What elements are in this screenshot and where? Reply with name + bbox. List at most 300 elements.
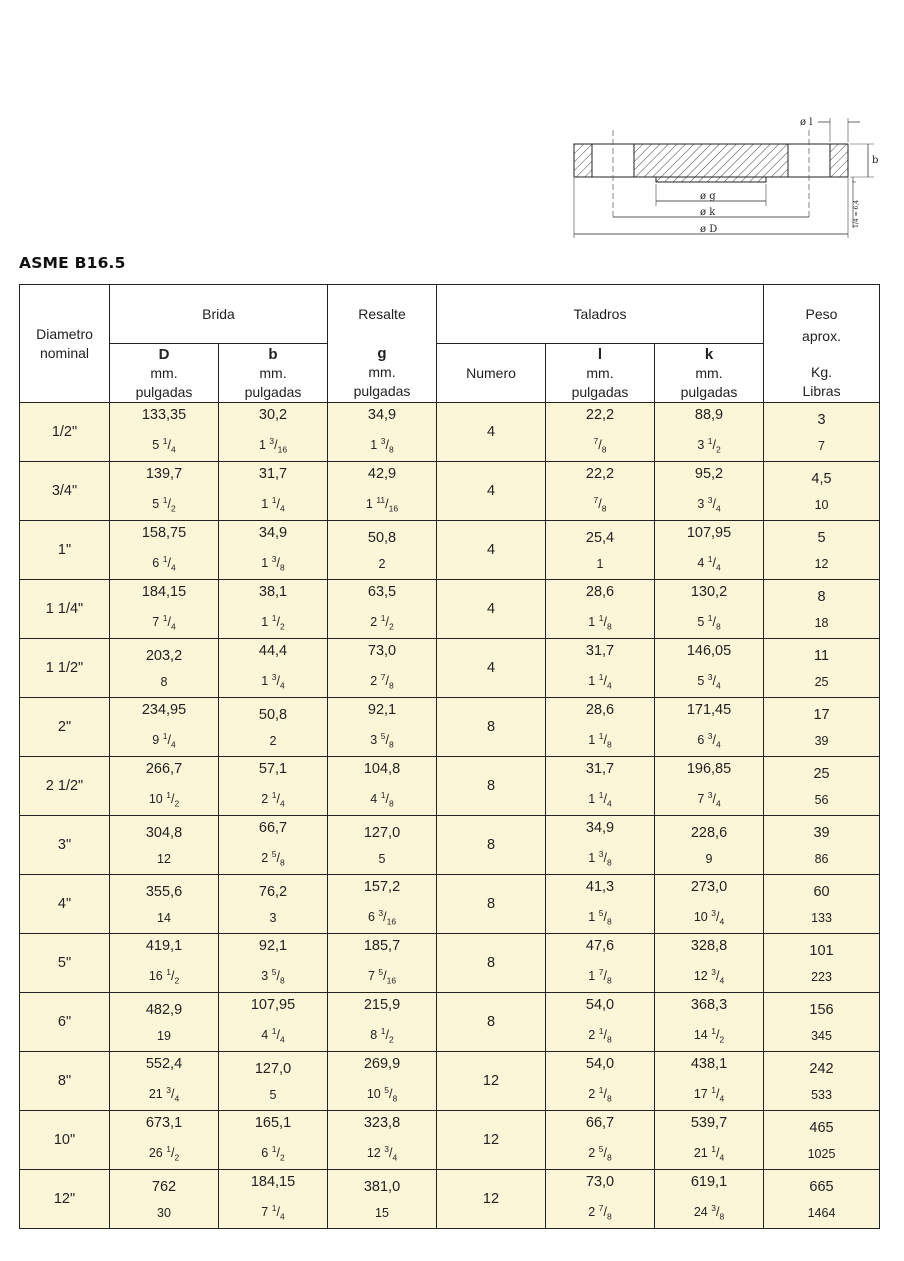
cell-k-mm: 146,05 bbox=[686, 643, 732, 660]
cell-b-mm: 107,95 bbox=[250, 997, 296, 1014]
cell-l-in-numerator: 1 bbox=[598, 1085, 604, 1096]
header-resalte bbox=[328, 285, 437, 403]
header-b-symbol: b bbox=[268, 345, 278, 363]
cell-b-mm: 50,8 bbox=[258, 706, 288, 723]
cell-k-mm: 539,7 bbox=[690, 1115, 728, 1132]
header-D-unit-in: pulgadas bbox=[135, 383, 193, 400]
cell-b-mm: 31,7 bbox=[258, 466, 288, 483]
cell-l bbox=[546, 993, 655, 1052]
cell-k-in: 3 $^3/_4$ bbox=[697, 495, 721, 514]
cell-l bbox=[546, 816, 655, 875]
cell-g bbox=[328, 1111, 437, 1170]
header-resalte-label: Resalte bbox=[358, 306, 406, 322]
cell-weight bbox=[764, 1111, 880, 1170]
cell-weight-mm: 465 bbox=[809, 1119, 834, 1136]
cell-l-mm: 28,6 bbox=[585, 584, 615, 601]
cell-g bbox=[328, 639, 437, 698]
cell-D-in-denominator: 2 bbox=[174, 975, 180, 986]
cell-b-in: 5 bbox=[269, 1087, 277, 1102]
cell-weight-in: 18 bbox=[814, 615, 829, 630]
cell-numero: 12 bbox=[437, 1052, 546, 1111]
cell-l bbox=[546, 580, 655, 639]
cell-b bbox=[219, 875, 328, 934]
cell-weight-mm: 3 bbox=[817, 411, 826, 428]
table-row bbox=[20, 1111, 880, 1170]
cell-k-in: 14 $^1/_2$ bbox=[693, 1026, 725, 1045]
cell-l-in: 1 $^7/_8$ bbox=[588, 967, 612, 986]
cell-b bbox=[219, 934, 328, 993]
cell-weight bbox=[764, 403, 880, 462]
cell-weight bbox=[764, 639, 880, 698]
cell-b-mm: 184,15 bbox=[250, 1174, 296, 1191]
cell-l-in: 1 $^1/_4$ bbox=[588, 790, 612, 809]
cell-k-in-numerator: 3 bbox=[711, 967, 716, 978]
header-numero: Numero bbox=[437, 344, 546, 403]
cell-g-in-denominator: 8 bbox=[392, 1093, 398, 1104]
cell-b-in: 1 $^1/_2$ bbox=[261, 613, 285, 632]
cell-D-mm: 139,7 bbox=[145, 466, 183, 483]
cell-D-mm: 482,9 bbox=[145, 1001, 183, 1018]
cell-l-in-denominator: 8 bbox=[606, 1211, 612, 1222]
cell-b-in: 1 $^1/_4$ bbox=[261, 495, 285, 514]
cell-k bbox=[655, 639, 764, 698]
cell-k-mm: 130,2 bbox=[690, 584, 728, 601]
cell-weight bbox=[764, 816, 880, 875]
cell-D-in-numerator: 1 bbox=[162, 613, 168, 624]
cell-weight bbox=[764, 875, 880, 934]
header-l-unit-mm: mm. bbox=[586, 364, 614, 381]
cell-b-in-denominator: 4 bbox=[279, 798, 285, 809]
cell-b bbox=[219, 1052, 328, 1111]
cell-l bbox=[546, 639, 655, 698]
cell-g-in-numerator: 5 bbox=[380, 731, 386, 742]
cell-g-mm: 92,1 bbox=[367, 702, 397, 719]
header-peso-line1: Peso bbox=[805, 306, 838, 322]
header-b-unit-mm: mm. bbox=[259, 364, 287, 381]
cell-weight bbox=[764, 934, 880, 993]
cell-k-in: 21 $^1/_4$ bbox=[693, 1144, 725, 1163]
header-k-unit-mm: mm. bbox=[695, 364, 723, 381]
cell-k-mm: 171,45 bbox=[686, 702, 732, 719]
cell-k bbox=[655, 521, 764, 580]
cell-D bbox=[110, 993, 219, 1052]
cell-D-in-denominator: 4 bbox=[170, 739, 176, 750]
cell-D-in-numerator: 1 bbox=[166, 967, 171, 978]
cell-g-in-numerator: 3 bbox=[380, 436, 386, 447]
diagram-label-b: b bbox=[872, 155, 879, 166]
cell-D bbox=[110, 698, 219, 757]
cell-g bbox=[328, 521, 437, 580]
cell-b-mm: 92,1 bbox=[258, 938, 288, 955]
cell-weight-mm: 60 bbox=[813, 883, 830, 900]
cell-l-mm: 22,2 bbox=[585, 466, 615, 483]
cell-g bbox=[328, 875, 437, 934]
cell-D-in-denominator: 4 bbox=[170, 444, 176, 455]
header-D-unit-mm: mm. bbox=[150, 364, 178, 381]
cell-b bbox=[219, 993, 328, 1052]
cell-g-in-numerator: 3 bbox=[384, 1144, 389, 1155]
cell-g-in-denominator: 2 bbox=[388, 1034, 394, 1045]
cell-b-in-denominator: 16 bbox=[277, 444, 288, 455]
cell-nominal: 2" bbox=[20, 698, 110, 757]
cell-g-in-denominator: 16 bbox=[388, 503, 399, 514]
cell-k-in-numerator: 1 bbox=[711, 1085, 716, 1096]
cell-b-in: 1 $^3/_8$ bbox=[261, 554, 285, 573]
cell-l bbox=[546, 757, 655, 816]
cell-g-in-numerator: 3 bbox=[378, 908, 384, 919]
cell-g-in-denominator: 16 bbox=[386, 975, 397, 986]
header-weight-unit-lb: Libras bbox=[802, 383, 841, 399]
cell-nominal: 1" bbox=[20, 521, 110, 580]
cell-g-mm: 215,9 bbox=[363, 997, 401, 1014]
cell-k-in-numerator: 1 bbox=[707, 554, 713, 565]
cell-g bbox=[328, 993, 437, 1052]
cell-numero: 8 bbox=[437, 934, 546, 993]
cell-k bbox=[655, 698, 764, 757]
table-row bbox=[20, 934, 880, 993]
cell-D-in-denominator: 4 bbox=[174, 1093, 180, 1104]
cell-weight bbox=[764, 993, 880, 1052]
cell-l-in-denominator: 8 bbox=[606, 739, 612, 750]
cell-b-mm: 57,1 bbox=[258, 761, 288, 778]
cell-l-in-numerator: 7 bbox=[598, 1203, 604, 1214]
cell-k-in: 17 $^1/_4$ bbox=[693, 1085, 725, 1104]
table-row bbox=[20, 580, 880, 639]
cell-g bbox=[328, 580, 437, 639]
cell-D-mm: 673,1 bbox=[145, 1115, 183, 1132]
cell-k bbox=[655, 1111, 764, 1170]
cell-D-in: 9 $^1/_4$ bbox=[152, 731, 176, 750]
cell-l-mm: 66,7 bbox=[585, 1115, 615, 1132]
cell-g-in: 15 bbox=[375, 1205, 389, 1220]
cell-k-mm: 88,9 bbox=[694, 407, 724, 424]
cell-g-in-denominator: 4 bbox=[392, 1152, 398, 1163]
cell-l-in-denominator: 8 bbox=[606, 1034, 612, 1045]
cell-weight-mm: 156 bbox=[809, 1001, 834, 1018]
table-row bbox=[20, 993, 880, 1052]
cell-k-mm: 107,95 bbox=[686, 525, 732, 542]
cell-numero: 8 bbox=[437, 875, 546, 934]
cell-l-in-numerator: 1 bbox=[598, 672, 604, 683]
cell-l-in-numerator: 5 bbox=[598, 908, 604, 919]
table-row bbox=[20, 1170, 880, 1229]
cell-g-mm: 50,8 bbox=[367, 529, 397, 546]
cell-l-in-denominator: 8 bbox=[601, 444, 607, 455]
cell-b bbox=[219, 757, 328, 816]
cell-D-in-numerator: 1 bbox=[166, 790, 171, 801]
header-b-unit-in: pulgadas bbox=[244, 383, 302, 400]
header-g-unit-in: pulgadas bbox=[353, 383, 411, 399]
flange-dimensions-table bbox=[19, 284, 880, 1229]
cell-weight-in: 1025 bbox=[807, 1146, 836, 1161]
cell-nominal: 1/2" bbox=[20, 403, 110, 462]
cell-k-in-denominator: 4 bbox=[715, 798, 721, 809]
cell-l-in-numerator: 3 bbox=[598, 849, 604, 860]
cell-g-mm: 269,9 bbox=[363, 1056, 401, 1073]
diagram-label-D: ø D bbox=[700, 224, 718, 235]
cell-k-mm: 228,6 bbox=[690, 824, 728, 841]
diagram-label-g: ø g bbox=[700, 191, 716, 202]
cell-weight-mm: 17 bbox=[813, 706, 830, 723]
cell-k-mm: 368,3 bbox=[690, 997, 728, 1014]
cell-b-mm: 34,9 bbox=[258, 525, 288, 542]
cell-weight-in: 7 bbox=[818, 438, 825, 453]
cell-l bbox=[546, 698, 655, 757]
cell-weight-mm: 25 bbox=[813, 765, 830, 782]
cell-b-in: 2 $^5/_8$ bbox=[261, 849, 285, 868]
cell-k-in: 12 $^3/_4$ bbox=[693, 967, 725, 986]
cell-k-in: 10 $^3/_4$ bbox=[693, 908, 725, 927]
cell-g-in: 6 $^3/_{16}$ bbox=[367, 908, 397, 927]
cell-l-in: $^7/_8$ bbox=[593, 436, 607, 455]
cell-k-in-denominator: 8 bbox=[719, 1211, 725, 1222]
cell-D-in: 16 $^1/_2$ bbox=[148, 967, 180, 986]
cell-l-in: 2 $^5/_8$ bbox=[588, 1144, 612, 1163]
cell-b bbox=[219, 1111, 328, 1170]
cell-k-in-denominator: 4 bbox=[719, 1152, 725, 1163]
cell-weight-in: 86 bbox=[814, 851, 829, 866]
table-row bbox=[20, 639, 880, 698]
cell-g bbox=[328, 1170, 437, 1229]
cell-b bbox=[219, 521, 328, 580]
cell-D bbox=[110, 403, 219, 462]
header-b bbox=[219, 344, 328, 403]
cell-b-in-denominator: 2 bbox=[279, 621, 285, 632]
cell-D-mm: 158,75 bbox=[141, 525, 187, 542]
cell-D-mm: 234,95 bbox=[141, 702, 187, 719]
cell-k-in-denominator: 4 bbox=[719, 916, 725, 927]
cell-D-in: 10 $^1/_2$ bbox=[148, 790, 180, 809]
cell-nominal: 1 1/4" bbox=[20, 580, 110, 639]
cell-k-in-numerator: 1 bbox=[707, 436, 713, 447]
header-peso bbox=[764, 285, 880, 403]
cell-D bbox=[110, 1052, 219, 1111]
cell-b-in-numerator: 1 bbox=[271, 495, 277, 506]
cell-b-in-numerator: 1 bbox=[271, 613, 277, 624]
cell-k-in-denominator: 4 bbox=[719, 1093, 725, 1104]
cell-b-in: 1 $^3/_4$ bbox=[261, 672, 285, 691]
cell-D-in: 21 $^3/_4$ bbox=[148, 1085, 180, 1104]
cell-l-mm: 73,0 bbox=[585, 1174, 615, 1191]
cell-g-in-numerator: 11 bbox=[376, 495, 386, 506]
cell-D-in-numerator: 1 bbox=[166, 1144, 171, 1155]
header-brida: Brida bbox=[110, 285, 328, 344]
table-row bbox=[20, 875, 880, 934]
cell-numero: 4 bbox=[437, 580, 546, 639]
cell-k-in-denominator: 4 bbox=[715, 503, 721, 514]
cell-l-in: 1 $^5/_8$ bbox=[588, 908, 612, 927]
cell-k-in-numerator: 3 bbox=[711, 908, 716, 919]
cell-g-in-numerator: 7 bbox=[380, 672, 386, 683]
cell-l-mm: 34,9 bbox=[585, 820, 615, 837]
cell-b-in: 2 $^1/_4$ bbox=[261, 790, 285, 809]
header-D-symbol: D bbox=[158, 345, 170, 363]
cell-D-mm: 266,7 bbox=[145, 761, 183, 778]
cell-g-mm: 42,9 bbox=[367, 466, 397, 483]
cell-g-in: 12 $^3/_4$ bbox=[366, 1144, 398, 1163]
cell-D-in-numerator: 1 bbox=[162, 495, 168, 506]
cell-g bbox=[328, 934, 437, 993]
cell-k-in-denominator: 4 bbox=[715, 562, 721, 573]
cell-l-in-numerator: 5 bbox=[598, 1144, 604, 1155]
cell-k-in-denominator: 4 bbox=[715, 739, 721, 750]
cell-weight-mm: 242 bbox=[809, 1060, 834, 1077]
cell-l-in-numerator: 1 bbox=[598, 731, 604, 742]
cell-b-in-denominator: 4 bbox=[279, 1034, 285, 1045]
cell-D-in: 19 bbox=[157, 1028, 171, 1043]
cell-k-in: 24 $^3/_8$ bbox=[693, 1203, 725, 1222]
cell-numero: 8 bbox=[437, 698, 546, 757]
cell-l-mm: 22,2 bbox=[585, 407, 615, 424]
cell-b-in: 7 $^1/_4$ bbox=[261, 1203, 285, 1222]
cell-b-in: 3 bbox=[269, 910, 277, 925]
cell-k bbox=[655, 403, 764, 462]
cell-l bbox=[546, 403, 655, 462]
cell-k-in: 5 $^3/_4$ bbox=[697, 672, 721, 691]
cell-D-in: 14 bbox=[157, 910, 171, 925]
header-D bbox=[110, 344, 219, 403]
cell-D-in-denominator: 2 bbox=[174, 1152, 180, 1163]
cell-D-mm: 184,15 bbox=[141, 584, 187, 601]
cell-weight-mm: 39 bbox=[813, 824, 830, 841]
table-row bbox=[20, 403, 880, 462]
cell-D-in-denominator: 4 bbox=[170, 621, 176, 632]
cell-numero: 12 bbox=[437, 1111, 546, 1170]
cell-g-in-denominator: 8 bbox=[388, 739, 394, 750]
cell-nominal: 4" bbox=[20, 875, 110, 934]
cell-k-in: 7 $^3/_4$ bbox=[697, 790, 721, 809]
cell-k bbox=[655, 1170, 764, 1229]
cell-b-mm: 127,0 bbox=[254, 1060, 292, 1077]
cell-k-mm: 196,85 bbox=[686, 761, 732, 778]
cell-l bbox=[546, 934, 655, 993]
cell-D-mm: 762 bbox=[151, 1178, 177, 1195]
cell-D-in-denominator: 4 bbox=[170, 562, 176, 573]
diagram-label-l: ø l bbox=[800, 117, 813, 128]
header-k bbox=[655, 344, 764, 403]
cell-l-in-denominator: 8 bbox=[606, 916, 612, 927]
cell-g bbox=[328, 403, 437, 462]
cell-b-in-numerator: 3 bbox=[271, 554, 277, 565]
header-l-symbol: l bbox=[597, 345, 603, 363]
cell-b-in-numerator: 3 bbox=[269, 436, 275, 447]
cell-D bbox=[110, 639, 219, 698]
cell-g-in-numerator: 1 bbox=[380, 1026, 386, 1037]
cell-l bbox=[546, 1111, 655, 1170]
cell-g-in: 2 $^7/_8$ bbox=[370, 672, 394, 691]
cell-g-in: 10 $^5/_8$ bbox=[366, 1085, 398, 1104]
table-row bbox=[20, 521, 880, 580]
cell-b-in-denominator: 8 bbox=[279, 857, 285, 868]
cell-k-in-denominator: 4 bbox=[715, 680, 721, 691]
cell-g-in-denominator: 16 bbox=[386, 916, 397, 927]
cell-b-mm: 66,7 bbox=[258, 820, 288, 837]
cell-k-in-numerator: 1 bbox=[711, 1144, 716, 1155]
cell-b-in-denominator: 4 bbox=[279, 503, 285, 514]
cell-D-in: 30 bbox=[157, 1205, 171, 1220]
cell-weight-in: 1464 bbox=[807, 1205, 836, 1220]
cell-g-in: 5 bbox=[378, 851, 386, 866]
cell-g bbox=[328, 462, 437, 521]
cell-weight-in: 345 bbox=[811, 1028, 832, 1043]
cell-k bbox=[655, 993, 764, 1052]
cell-k bbox=[655, 875, 764, 934]
cell-k-mm: 273,0 bbox=[690, 879, 728, 896]
cell-nominal: 3" bbox=[20, 816, 110, 875]
cell-b bbox=[219, 698, 328, 757]
cell-k-in: 3 $^1/_2$ bbox=[697, 436, 721, 455]
table-row bbox=[20, 816, 880, 875]
cell-b-in-numerator: 3 bbox=[271, 672, 277, 683]
cell-k-in: 9 bbox=[705, 851, 713, 866]
cell-b-in: 2 bbox=[269, 733, 277, 748]
cell-b bbox=[219, 580, 328, 639]
cell-b-mm: 76,2 bbox=[258, 883, 288, 900]
cell-g-in: 3 $^5/_8$ bbox=[370, 731, 394, 750]
cell-g bbox=[328, 757, 437, 816]
cell-D-mm: 304,8 bbox=[145, 824, 183, 841]
cell-nominal: 2 1/2" bbox=[20, 757, 110, 816]
cell-b bbox=[219, 1170, 328, 1229]
cell-g-in: 1 $^3/_8$ bbox=[370, 436, 394, 455]
cell-b-in: 3 $^5/_8$ bbox=[261, 967, 285, 986]
cell-k bbox=[655, 757, 764, 816]
header-g-unit-mm: mm. bbox=[368, 364, 396, 380]
table-row bbox=[20, 462, 880, 521]
cell-l-in-numerator: 1 bbox=[598, 1026, 604, 1037]
header-weight-unit-kg: Kg. bbox=[811, 364, 833, 380]
cell-numero: 8 bbox=[437, 993, 546, 1052]
cell-l-mm: 31,7 bbox=[585, 643, 615, 660]
cell-weight bbox=[764, 698, 880, 757]
cell-g bbox=[328, 698, 437, 757]
cell-weight-mm: 8 bbox=[817, 588, 826, 605]
cell-weight bbox=[764, 462, 880, 521]
header-g-symbol: g bbox=[377, 345, 387, 362]
cell-D-in: 6 $^1/_4$ bbox=[152, 554, 176, 573]
cell-l-in-denominator: 4 bbox=[606, 680, 612, 691]
cell-l-mm: 28,6 bbox=[585, 702, 615, 719]
cell-l-mm: 25,4 bbox=[585, 529, 615, 546]
cell-b-in-numerator: 1 bbox=[271, 1026, 277, 1037]
cell-k-in-numerator: 1 bbox=[711, 1026, 716, 1037]
cell-b bbox=[219, 816, 328, 875]
header-l-unit-in: pulgadas bbox=[571, 383, 629, 400]
cell-b-mm: 44,4 bbox=[258, 643, 288, 660]
header-l bbox=[546, 344, 655, 403]
cell-b-in-denominator: 4 bbox=[279, 680, 285, 691]
cell-k-in-numerator: 3 bbox=[707, 495, 713, 506]
cell-l-in-numerator: 1 bbox=[598, 790, 604, 801]
cell-b-mm: 38,1 bbox=[258, 584, 288, 601]
cell-g-in-numerator: 1 bbox=[380, 613, 386, 624]
cell-l-mm: 54,0 bbox=[585, 997, 615, 1014]
cell-numero: 8 bbox=[437, 816, 546, 875]
cell-numero: 4 bbox=[437, 521, 546, 580]
cell-l-mm: 41,3 bbox=[585, 879, 615, 896]
cell-g-in: 1 $^{11}/_{16}$ bbox=[365, 495, 399, 514]
cell-g-mm: 381,0 bbox=[363, 1178, 401, 1195]
cell-D bbox=[110, 875, 219, 934]
cell-k-mm: 328,8 bbox=[690, 938, 728, 955]
cell-weight-mm: 11 bbox=[813, 647, 830, 664]
cell-l bbox=[546, 462, 655, 521]
cell-numero: 4 bbox=[437, 639, 546, 698]
cell-l-in-denominator: 8 bbox=[606, 857, 612, 868]
cell-g-in: 7 $^5/_{16}$ bbox=[367, 967, 397, 986]
cell-k bbox=[655, 934, 764, 993]
cell-weight-in: 39 bbox=[814, 733, 829, 748]
